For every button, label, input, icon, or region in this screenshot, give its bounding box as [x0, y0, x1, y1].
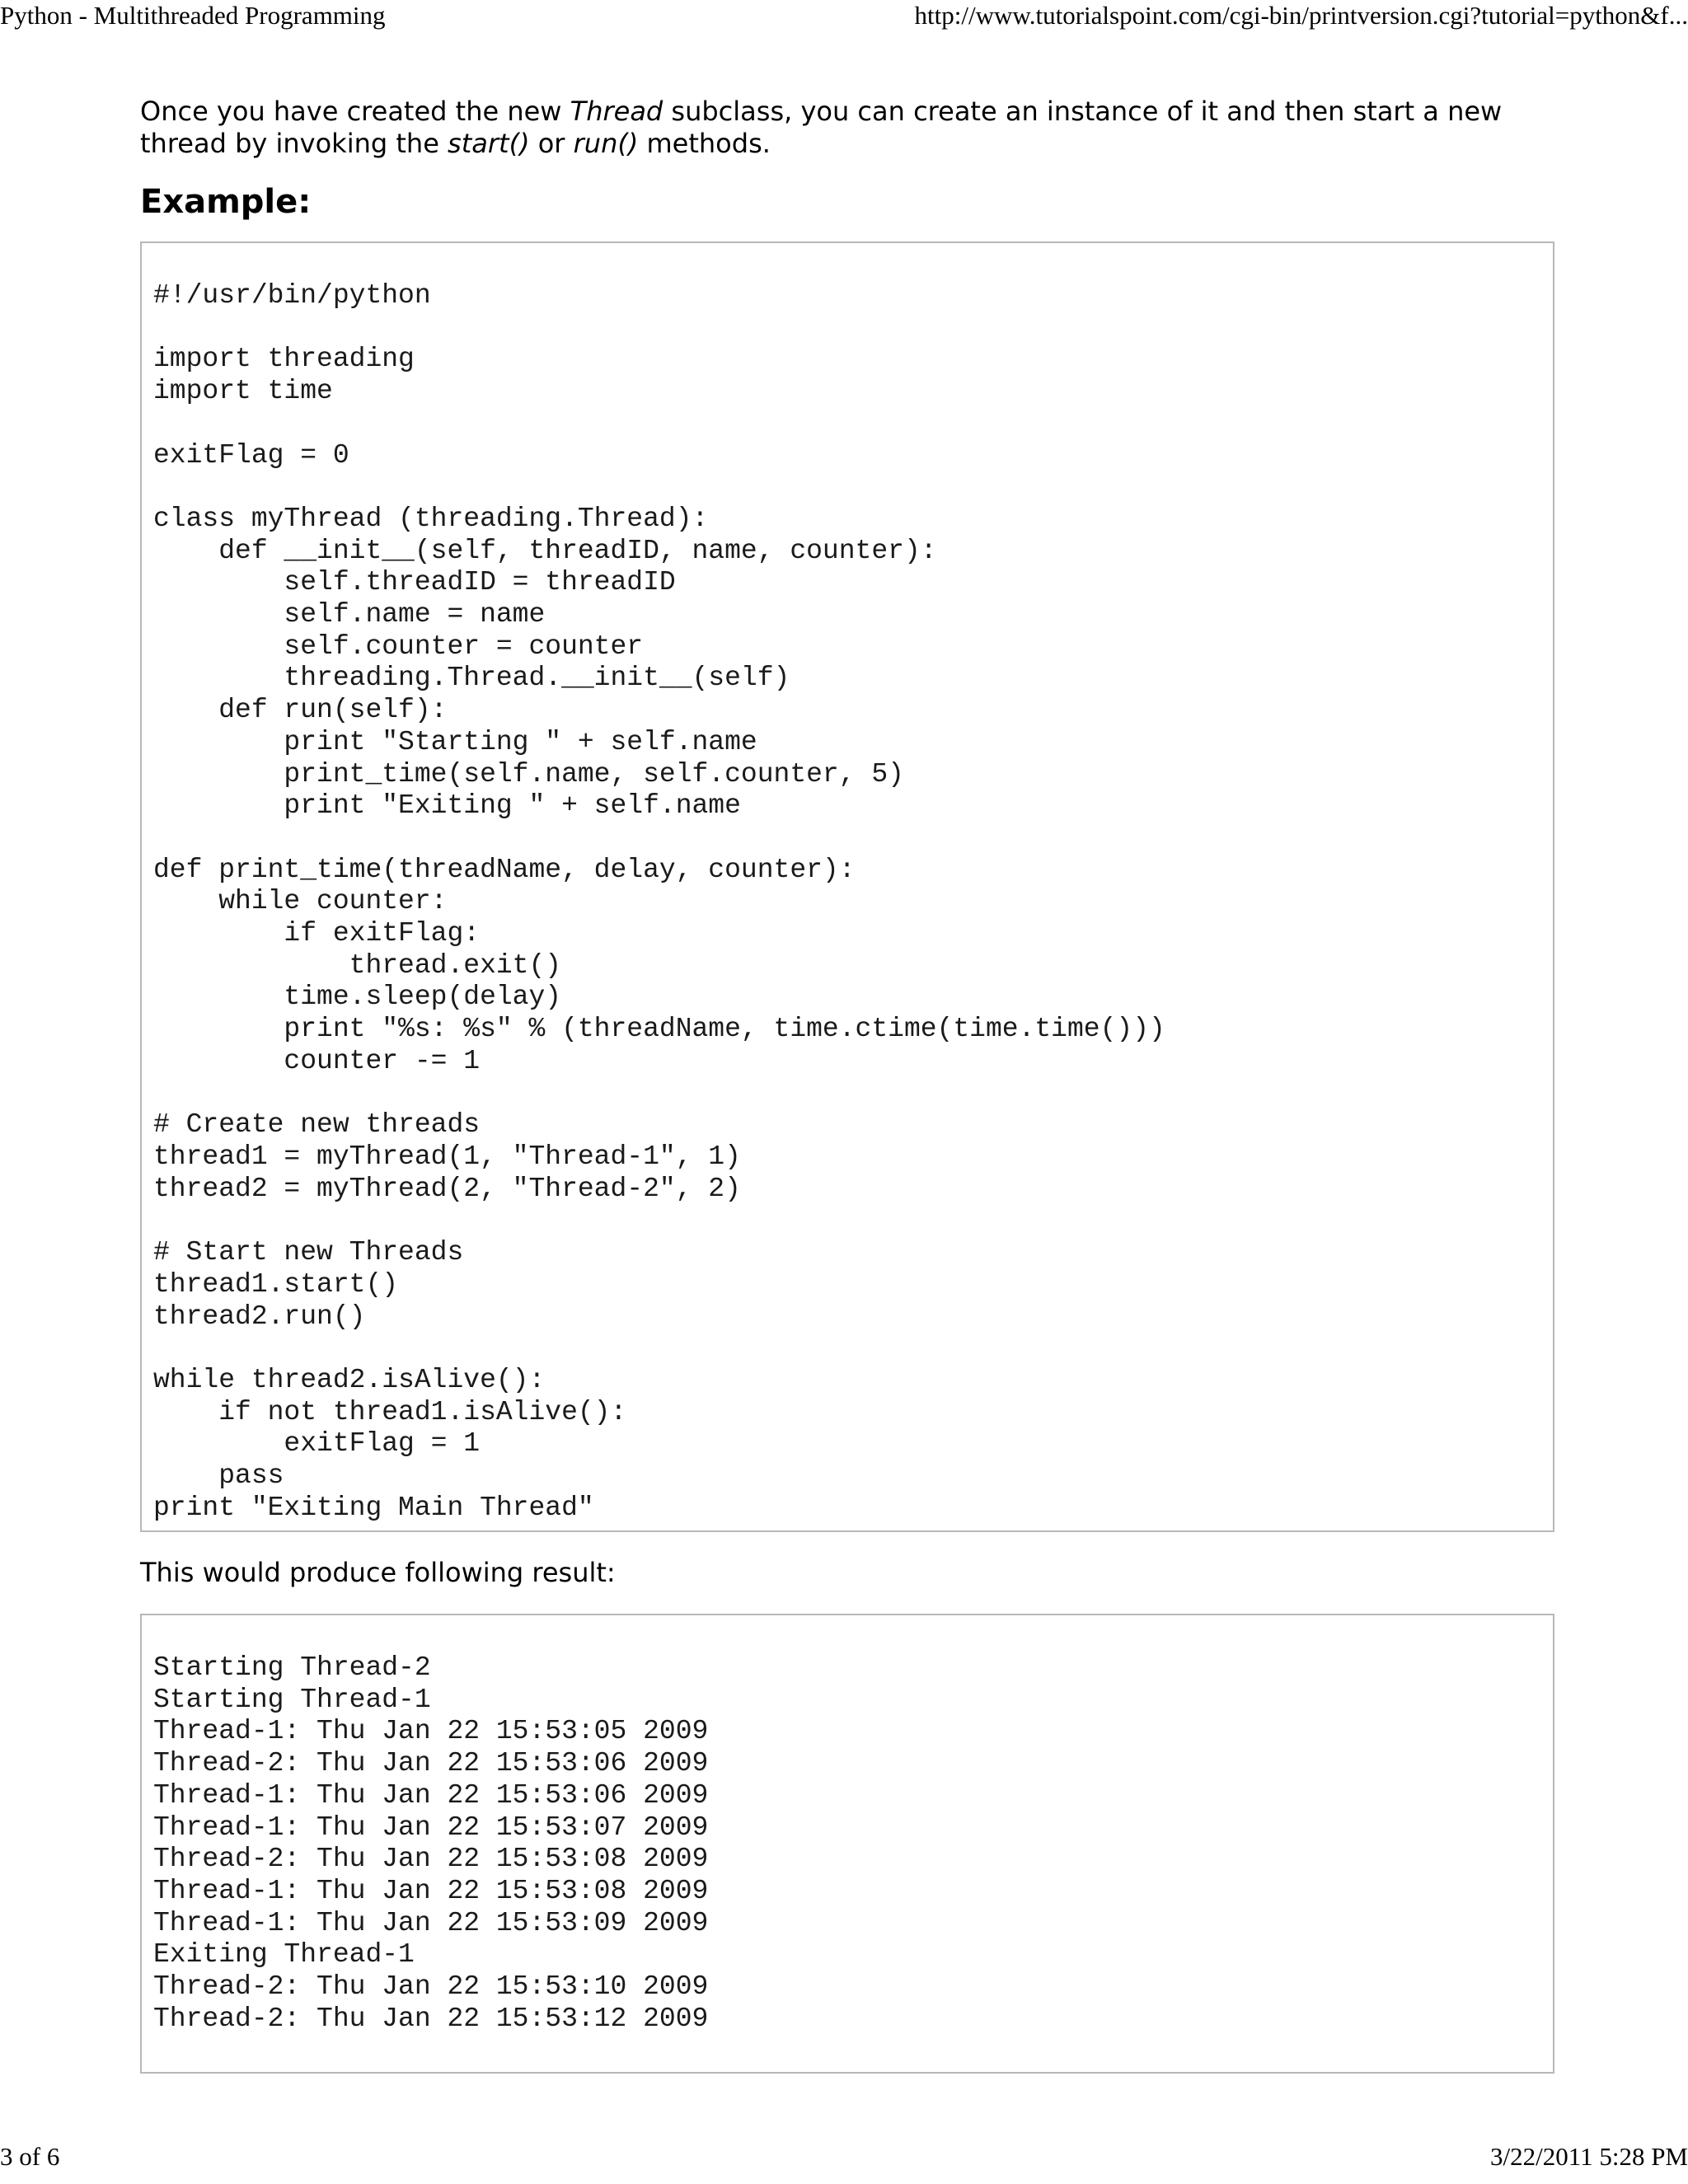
page-number: 3 of 6: [0, 2142, 60, 2171]
output-line: Starting Thread-1: [153, 1684, 431, 1715]
intro-paragraph: [140, 96, 1554, 160]
output-line: Thread-2: Thu Jan 22 15:53:06 2009: [153, 1748, 709, 1779]
intro-thread-term: Thread: [570, 96, 663, 127]
code-line: print "Exiting " + self.name: [153, 790, 741, 822]
code-line: [153, 471, 1553, 504]
code-line: counter -= 1: [153, 1045, 481, 1076]
code-line: [153, 408, 1553, 440]
code-line: print "%s: %s" % (threadName, time.ctime(time.time())): [153, 1014, 1165, 1045]
code-line: def __init__(self, threadID, name, counter):: [153, 535, 937, 566]
code-line: [153, 823, 1553, 855]
output-line: Thread-1: Thu Jan 22 15:53:07 2009: [153, 1811, 709, 1843]
code-line: while thread2.isAlive():: [153, 1364, 546, 1395]
code-line: class myThread (threading.Thread):: [153, 503, 709, 534]
code-line: thread1 = myThread(1, "Thread-1", 1): [153, 1141, 741, 1172]
example-heading: Example:: [140, 183, 312, 221]
output-line: Thread-2: Thu Jan 22 15:53:08 2009: [153, 1844, 709, 1875]
code-line: [153, 312, 1553, 344]
result-intro: This would produce following result:: [140, 1557, 616, 1588]
code-line: # Create new threads: [153, 1109, 481, 1141]
output-line: Thread-1: Thu Jan 22 15:53:08 2009: [153, 1875, 709, 1906]
code-line: while counter:: [153, 886, 448, 917]
output-line: Thread-1: Thu Jan 22 15:53:09 2009: [153, 1907, 709, 1938]
code-line: print "Starting " + self.name: [153, 726, 757, 757]
output-line: Exiting Thread-1: [153, 1939, 415, 1971]
code-line: thread2.run(): [153, 1301, 366, 1332]
code-line: self.name = name: [153, 599, 546, 630]
intro-text-1: Once you have created the new: [140, 96, 570, 127]
code-line: exitFlag = 0: [153, 439, 349, 471]
code-line: print "Exiting Main Thread": [153, 1492, 594, 1523]
code-line: pass: [153, 1460, 284, 1492]
code-line: thread.exit(): [153, 949, 562, 981]
output-code-block: [140, 1614, 1554, 2074]
code-line: self.counter = counter: [153, 630, 644, 662]
print-datetime: 3/22/2011 5:28 PM: [1490, 2142, 1688, 2171]
code-line: import time: [153, 376, 333, 407]
code-line: def run(self):: [153, 695, 448, 726]
code-line: [153, 1205, 1553, 1237]
output-line: Thread-2: Thu Jan 22 15:53:10 2009: [153, 1971, 709, 2003]
page-url: http://www.tutorialspoint.com/cgi-bin/printversion.cgi?tutorial=python&f...: [914, 1, 1688, 30]
page-title: Python - Multithreaded Programming: [0, 1, 386, 30]
output-line: Starting Thread-2: [153, 1652, 431, 1683]
intro-text-4: methods.: [638, 128, 771, 159]
code-line: [153, 1078, 1553, 1110]
intro-start-term: start(): [448, 128, 530, 159]
code-line: exitFlag = 1: [153, 1428, 481, 1460]
output-line: Thread-1: Thu Jan 22 15:53:05 2009: [153, 1716, 709, 1747]
code-line: def print_time(threadName, delay, counter):: [153, 854, 856, 885]
code-line: if not thread1.isAlive():: [153, 1396, 627, 1427]
output-line: Thread-2: Thu Jan 22 15:53:12 2009: [153, 2003, 709, 2034]
code-line: threading.Thread.__init__(self): [153, 663, 790, 694]
output-line: Thread-1: Thu Jan 22 15:53:06 2009: [153, 1779, 709, 1811]
code-line: thread2 = myThread(2, "Thread-2", 2): [153, 1173, 741, 1204]
code-line: print_time(self.name, self.counter, 5): [153, 758, 904, 790]
code-line: #!/usr/bin/python: [153, 280, 431, 311]
code-line: time.sleep(delay): [153, 982, 562, 1013]
source-code-block: [140, 241, 1554, 1532]
code-line: import threading: [153, 344, 415, 375]
intro-text-3: or: [529, 128, 574, 159]
code-line: # Start new Threads: [153, 1237, 464, 1268]
intro-text-2: subclass, you can create an instance of it and then start a new thread by invoking the: [140, 96, 1503, 159]
code-line: [153, 1333, 1553, 1365]
article-content: [140, 96, 1554, 2074]
code-line: self.threadID = threadID: [153, 567, 676, 598]
code-line: if exitFlag:: [153, 918, 481, 949]
code-line: thread1.start(): [153, 1268, 399, 1300]
intro-run-term: run(): [573, 128, 639, 159]
